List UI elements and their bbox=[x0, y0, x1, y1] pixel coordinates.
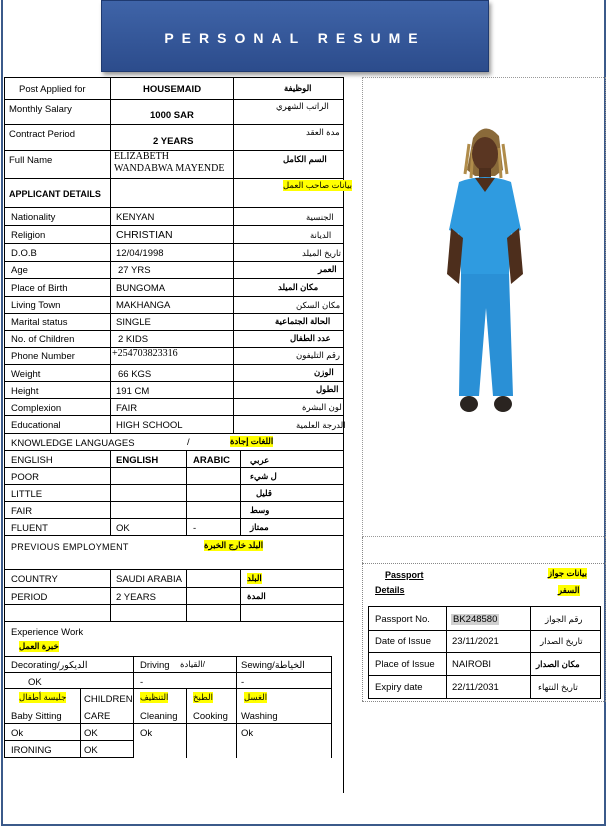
washing-ar: الغسل bbox=[244, 692, 268, 702]
fullname-value-1: ELIZABETH bbox=[114, 151, 169, 162]
lang-label: POOR bbox=[11, 472, 39, 483]
ironing-value: OK bbox=[84, 745, 98, 756]
detail-value: FAIR bbox=[116, 403, 138, 414]
detail-ar: الطول bbox=[316, 384, 339, 394]
detail-value: CHRISTIAN bbox=[116, 229, 173, 241]
ironing-label: IRONING bbox=[11, 745, 52, 756]
passport-value: 22/11/2031 bbox=[452, 682, 499, 693]
passport-ar-1: بيانات جواز bbox=[548, 568, 587, 578]
detail-value: SINGLE bbox=[116, 317, 151, 328]
cooking-ar: الطبخ bbox=[193, 692, 213, 702]
passport-label: Place of Issue bbox=[375, 659, 435, 670]
driving-ar: القيادة/ bbox=[180, 659, 206, 669]
cleaning-value: Ok bbox=[140, 728, 153, 739]
period-ar: المدة bbox=[247, 591, 266, 601]
decorating-value: OK bbox=[28, 677, 42, 688]
passport-value: BK248580 bbox=[453, 614, 498, 625]
detail-label: Place of Birth bbox=[11, 283, 68, 294]
page-title: PERSONAL RESUME bbox=[164, 30, 426, 46]
decorating-label: Decorating/الديكور bbox=[11, 660, 88, 671]
salary-value: 1000 SAR bbox=[150, 110, 194, 121]
children-label-1: CHILDREN bbox=[84, 694, 133, 705]
passport-heading-1: Passport bbox=[385, 570, 424, 580]
post-value: HOUSEMAID bbox=[143, 84, 202, 95]
lang-arabic: - bbox=[193, 523, 197, 534]
salary-label: Monthly Salary bbox=[9, 104, 72, 115]
sewing-label: Sewing/الخياطة bbox=[241, 660, 305, 671]
detail-ar: مكان الميلد bbox=[278, 282, 319, 292]
detail-value: 2 KIDS bbox=[118, 334, 149, 345]
detail-value: 66 KGS bbox=[118, 369, 152, 380]
detail-label: Living Town bbox=[11, 300, 61, 311]
detail-label: D.O.B bbox=[11, 248, 37, 259]
detail-value: 27 YRS bbox=[118, 265, 151, 276]
detail-value: 191 CM bbox=[116, 386, 150, 397]
applicant-photo bbox=[362, 77, 606, 537]
detail-label: Weight bbox=[11, 369, 41, 380]
babysitting-ar: جليسة أطفال bbox=[19, 692, 67, 702]
lang-label: FLUENT bbox=[11, 523, 48, 534]
passport-value: 23/11/2021 bbox=[452, 636, 499, 647]
passport-heading-2: Details bbox=[375, 585, 405, 595]
experience-ar: خبرة العمل bbox=[19, 641, 59, 651]
detail-ar: الدرجة العلمية bbox=[296, 420, 346, 430]
languages-slash: / bbox=[187, 437, 190, 448]
babysitting-value: Ok bbox=[11, 728, 24, 739]
employment-ar: البلد خارج الخبرة bbox=[204, 540, 264, 550]
country-value: SAUDI ARABIA bbox=[116, 574, 182, 585]
lang-ar: ممتاز bbox=[250, 522, 269, 532]
passport-ar: مكان الصدار bbox=[536, 659, 580, 669]
fullname-value-2: WANDABWA MAYENDE bbox=[114, 163, 225, 174]
applicant-photo-figure bbox=[363, 78, 607, 538]
salary-ar: الراتب الشهري bbox=[276, 101, 329, 111]
lang-col-ar: عربي bbox=[250, 455, 270, 465]
babysitting-label: Baby Sitting bbox=[11, 711, 62, 722]
washing-value: Ok bbox=[241, 728, 254, 739]
contract-ar: مدة العقد bbox=[306, 127, 340, 137]
post-label: Post Applied for bbox=[19, 84, 86, 95]
applicant-label: APPLICANT DETAILS bbox=[9, 189, 101, 199]
detail-ar: لون البشرة bbox=[302, 402, 342, 412]
passport-label: Expiry date bbox=[375, 682, 423, 693]
detail-ar: تاريخ الميلد bbox=[302, 248, 341, 258]
detail-label: Phone Number bbox=[11, 351, 75, 362]
passport-ar: تاريخ النتهاء bbox=[538, 682, 578, 692]
detail-label: No. of Children bbox=[11, 334, 75, 345]
period-value: 2 YEARS bbox=[116, 592, 156, 603]
passport-value: NAIROBI bbox=[452, 659, 492, 670]
period-label: PERIOD bbox=[11, 592, 48, 603]
lang-label: LITTLE bbox=[11, 489, 43, 500]
sewing-value: - bbox=[241, 677, 245, 688]
post-ar: الوظيفة bbox=[284, 83, 312, 93]
cleaning-ar: التنظيف bbox=[140, 692, 169, 702]
children-label-2: CARE bbox=[84, 711, 111, 722]
fullname-label: Full Name bbox=[9, 155, 53, 166]
detail-label: Religion bbox=[11, 230, 46, 241]
detail-value: 12/04/1998 bbox=[116, 248, 164, 259]
detail-label: Complexion bbox=[11, 403, 62, 414]
contract-value: 2 YEARS bbox=[153, 136, 194, 147]
lang-col-english: ENGLISH bbox=[116, 455, 159, 466]
detail-value: KENYAN bbox=[116, 212, 155, 223]
detail-ar: الديانة bbox=[310, 230, 332, 240]
passport-ar: تاريخ الصدار bbox=[540, 636, 583, 646]
detail-label: Marital status bbox=[11, 317, 68, 328]
detail-ar: مكان السكن bbox=[296, 300, 341, 310]
driving-value: - bbox=[140, 677, 144, 688]
applicant-ar: بيانات صاحب العمل bbox=[283, 180, 353, 190]
detail-value: BUNGOMA bbox=[116, 283, 166, 294]
detail-ar: الجنسية bbox=[306, 212, 334, 222]
lang-ar: ل شيء bbox=[250, 471, 277, 481]
children-value: OK bbox=[84, 728, 98, 739]
passport-label: Date of Issue bbox=[375, 636, 431, 647]
detail-ar: عدد الطفال bbox=[290, 333, 331, 343]
driving-label: Driving bbox=[140, 660, 170, 671]
passport-ar: رقم الجواز bbox=[545, 614, 583, 624]
detail-ar: رقم التليفون bbox=[296, 350, 341, 360]
detail-value: HIGH SCHOOL bbox=[116, 420, 183, 431]
contract-label: Contract Period bbox=[9, 129, 76, 140]
detail-label: Educational bbox=[11, 420, 61, 431]
passport-ar-2: السفر bbox=[558, 585, 580, 595]
title-banner bbox=[101, 0, 489, 72]
detail-value: MAKHANGA bbox=[116, 300, 171, 311]
detail-ar: الحالة الجتماعية bbox=[275, 316, 331, 326]
country-label: COUNTRY bbox=[11, 574, 58, 585]
languages-ar: اللغات إجادة bbox=[230, 436, 274, 446]
washing-label: Washing bbox=[241, 711, 278, 722]
lang-english: OK bbox=[116, 523, 130, 534]
employment-heading: PREVIOUS EMPLOYMENT bbox=[11, 542, 129, 552]
detail-label: Nationality bbox=[11, 212, 56, 223]
languages-heading: KNOWLEDGE LANGUAGES bbox=[11, 438, 135, 449]
cooking-label: Cooking bbox=[193, 711, 228, 722]
cleaning-label: Cleaning bbox=[140, 711, 178, 722]
detail-ar: الوزن bbox=[314, 367, 334, 377]
lang-ar: قليل bbox=[256, 488, 272, 498]
detail-label: Height bbox=[11, 386, 39, 397]
fullname-ar: السم الكامل bbox=[283, 154, 327, 164]
lang-col-label: ENGLISH bbox=[11, 455, 53, 466]
detail-label: Age bbox=[11, 265, 28, 276]
country-ar: البلد bbox=[247, 573, 262, 583]
detail-ar: العمر bbox=[318, 264, 337, 274]
experience-heading: Experience Work bbox=[11, 627, 84, 638]
lang-ar: وسط bbox=[250, 505, 270, 515]
lang-label: FAIR bbox=[11, 506, 33, 517]
detail-value: +254703823316 bbox=[112, 348, 178, 359]
passport-label: Passport No. bbox=[375, 614, 430, 625]
lang-col-arabic: ARABIC bbox=[193, 455, 230, 466]
